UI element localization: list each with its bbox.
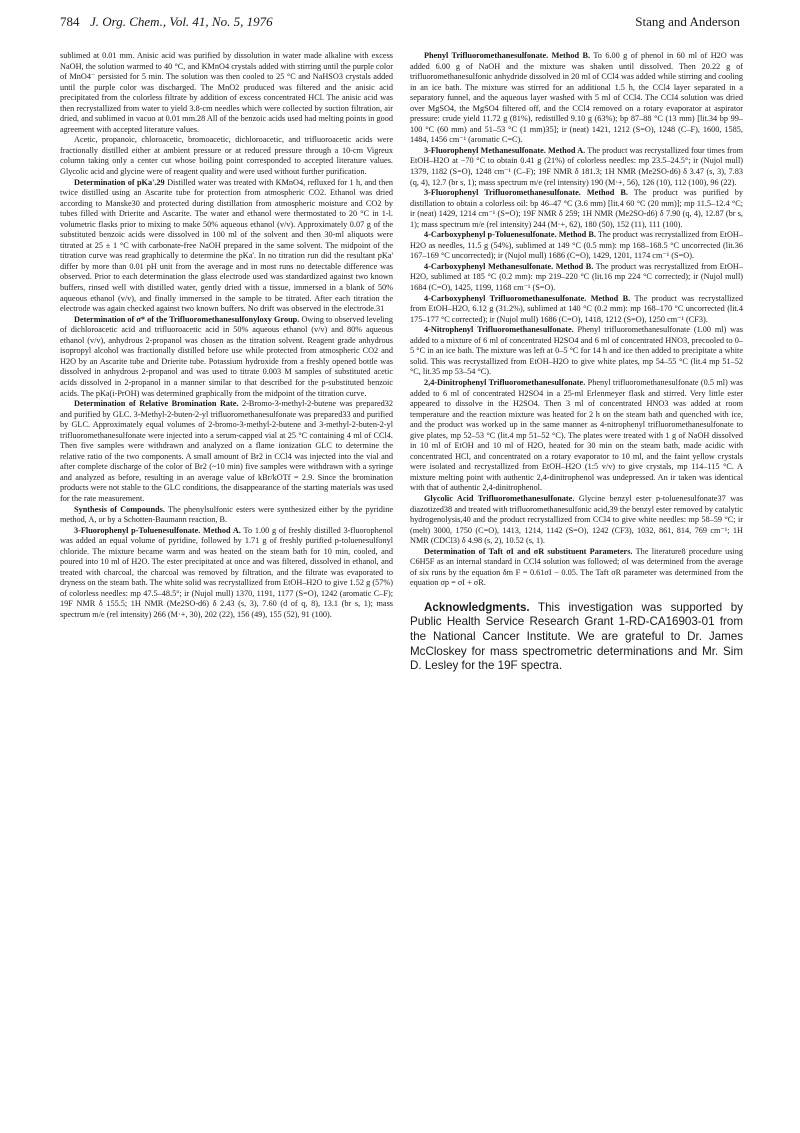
paragraph: [410, 494, 743, 547]
paragraph-heading: Determination of σ* of the Trifluoromethanesulfonyloxy Group.: [74, 314, 300, 324]
paragraph: [60, 505, 393, 526]
paragraph-heading: 3-Fluorophenyl Methanesulfonate. Method A.: [424, 145, 586, 155]
paragraph-text: The phenylsulfonic esters were synthesized either by the pyridine method, A, or by a Schotten-Baumann reaction, B.: [60, 504, 393, 525]
paragraph: [410, 51, 743, 146]
paragraph-heading: Determination of Relative Bromination Rate.: [74, 399, 239, 409]
paragraph-heading: 4-Carboxyphenyl Methanesulfonate. Method B.: [424, 261, 594, 271]
paragraph-text: Distilled water was treated with KMnO4, refluxed for 1 h, and then twice distilled using an Ascarite tube for protection from atmospheric CO2. Ethanol was dried according to Manske30 and protected during distillation from atmospheric moisture and CO2 by tubes filled with Drierite and Ascarite. The water and ethanol were thermostated to 20 °C in 1-l. volumetric flasks prior to mixing to make 50% aqueous ethanol (v/v). Approximately 0.07 g of the substituted benzoic acids were dissolved in 100 ml of the solvent and then 30-ml aliquots were titrated at 25 ± 1 °C with carbonate-free NaOH prepared in the same solvent. The midpoint of the titration curve was read graphically to determine the pKa'. In no titration run did the resultant pKa' differ by more than 0.01 pH unit from the average and in most runs no detectable difference was observed. Prior to each determination the glass electrode used was standardized against two known buffers, rinsed well with distilled water, gently dried with a tissue, immersed in a blank of 50% aqueous ethanol (v/v), and finally immersed in the sample to be titrated. After each titration the electrode was again checked against two known buffers. No drift was observed in the electrode.31: [60, 177, 394, 314]
paragraph: [60, 135, 393, 177]
paragraph-text: The product was recrystallized from EtOH–H2O as needles, 11.5 g (54%), sublimed at 149 °C (0.5 mm): mp 168–168.5 °C uncorrected (lit.36 167–169 °C uncorrected); ir (Nujol mull) 1686 (C=O), 1429, 1201, 1174 cm⁻¹ (S=O).: [410, 230, 744, 261]
paragraph-text: The product was recrystallized four times from EtOH–H2O at −70 °C to obtain 0.41 g (21%) of colorless needles: mp 23.5–24.5°; ir (Nujol mull) 1379, 1182 (S=O), 1248 cm⁻¹ (C–F); 19F NMR δ 181.3; 1H NMR (Me2SO-d6) δ 3.47 (s, 3), 7.83 (q, 4), 12.7 (br s, 1); mass spectrum m/e (rel intensity) 190 (M·+, 56), 126 (10), 112 (100), 96 (22).: [410, 145, 743, 187]
paragraph-heading: 4-Carboxyphenyl Trifluoromethanesulfonate. Method B.: [424, 293, 631, 303]
paragraph-heading: Determination of pKa'.29: [74, 177, 165, 187]
paragraph: [60, 399, 393, 504]
paragraph: [410, 547, 743, 589]
acknowledgments-heading: Acknowledgments.: [424, 600, 530, 614]
paragraph-text: 2-Bromo-3-methyl-2-butene was prepared32 and purified by GLC. 3-Methyl-2-buten-2-yl trifluoromethanesulfonate was prepared33 and purified by GLC. Approximately equal volumes of 2-bromo-3-methyl-2-butene and 3-methyl-2-buten-2-yl trifluoromethanesulfonate were injected into a serum-capped vial at 25 °C containing 4 ml of CCl4. Then five samples were withdrawn and analyzed on a flame ionization GLC to determine the relative ratio of the two components. A small amount of Br2 in CCl4 was injected into the vial and after complete discharge of the color of Br2 (~10 min) five samples were withdrawn with a syringe and analyzed as before, resulting in an average value of kBr/kOTf = 2.9. Since the bromination products were not stable to the GLC conditions, the disappearance of the starting materials was used for the rate measurement.: [60, 399, 393, 503]
paragraph: [60, 51, 393, 135]
page-header: [60, 14, 740, 34]
paragraph: [60, 178, 393, 315]
paragraph-heading: 4-Carboxyphenyl p-Toluenesulfonate. Method B.: [424, 230, 596, 240]
paragraph-text: Phenyl trifluoromethanesulfonate (1.00 ml) was added to a mixture of 6 ml of concentrated H2SO4 and 6 ml of concentrated HNO3, precooled to 0–5 °C in an ice bath. The mixture was left at 0–5 °C for 14 h and ice then added to precipitate a white solid. This was recrystallized from EtOH–H2O to give white plates, mp 54–55 °C (lit.4 mp 51–52 °C, lit.35 mp 53–54 °C).: [410, 325, 743, 377]
paragraph: [410, 262, 743, 294]
paragraph: [410, 294, 743, 326]
acknowledgments-text: This investigation was supported by Public Health Service Research Grant 1-RD-CA16903-01 from the National Cancer Institute. We are grateful to Dr. James McCloskey for mass spectrometric determinations and Mr. Sim D. Lesley for the 19F spectra.: [410, 600, 743, 673]
paragraph-heading: Glycolic Acid Trifluoromethanesulfonate.: [424, 493, 575, 503]
journal-citation: J. Org. Chem., Vol. 41, No. 5, 1976: [90, 14, 273, 29]
paragraph-text: The product was purified by distillation to obtain a colorless oil: bp 46–47 °C (3.6 mm) [lit.4 60 °C (20 mm)]; mp 11.5–12.4 °C; ir (neat) 1429, 1214 cm⁻¹ (S=O); 19F NMR δ 259; 1H NMR (Me2SO-d6) δ 7.90 (q, 4), 12.87 (br s, 1); mass spectrum m/e (rel intensity) 244 (M·+, 62), 180 (50), 152 (11), 111 (100).: [410, 188, 743, 229]
paragraph-heading: 3-Fluorophenyl Trifluoromethanesulfonate. Method B.: [424, 188, 628, 198]
paragraph: [60, 315, 393, 399]
paragraph-heading: 3-Fluorophenyl p-Toluenesulfonate. Method A.: [74, 525, 241, 535]
paragraph-text: The product was recrystallized from EtOH–H2O, 6.12 g (31.2%), sublimed at 140 °C (0.2 mm): mp 168–170 °C uncorrected (lit.4 175–177 °C corrected); ir (Nujol mull) 1686 (C=O), 1418, 1212 (S=O), 1250 cm⁻¹ (CF3).: [410, 293, 743, 324]
paragraph: [410, 146, 743, 188]
paragraph: [410, 230, 743, 262]
paragraph-text: Phenyl trifluoromethanesulfonate (0.5 ml) was added to 6 ml of concentrated H2SO4 in a 25-ml Erlenmeyer flask and stirred. Very little ester appeared to dissolve in the H2SO4. Then 3 ml of concentrated HNO3 was added at room temperature and the reaction mixture was heated for 2 h on the steam bath and quenched with ice, and the product was worked up in the same manner as 4-nitrophenyl trifluoromethanesulfonate to give plates, mp 52–53 °C (lit.4 mp 51–52 °C). The plates were treated with 1 g of NaOH dissolved in 10 ml of EtOH and 10 ml of H2O, heated for 30 min on the steam bath, made acidic with concentrated HCl, and concentrated on a rotary evaporator to 10 ml, and the faint yellow crystals were isolated and recrystallized from EtOH–H2O (1:5 v/v) to give crystals, mp 114–115 °C. A mixture melting point with authentic 2,4-dinitrophenol was undepressed. An ir taken was identical with that of authentic 2,4-dinitrophenol.: [410, 377, 743, 493]
paragraph-text: To 6.00 g of phenol in 60 ml of H2O was added 6.00 g of NaOH and the mixture was shaken until dissolved. Then 20.22 g of trifluoromethanesulfonic anhydride dissolved in 20 ml of CCl4 was added while stirring and cooling in an ice bath. The mixture was stirred for an additional 1.5 h, the CCl4 layer separated in a separatory funnel, and the aqueous layer washed with 5 ml of CCl4. The CCl4 solution was dried over MgSO4, the MgSO4 filtered off, and the CCl4 removed on a rotary evaporator at aspirator pressure: crude yield 11.72 g (81%), redistilled 9.10 g (63%); bp 87–88 °C (13 mm) [lit.34 bp 99–100 °C (60 mm) and 51–53 °C (1 mm)35]; ir (neat) 1421, 1212 (S=O), 1248 (C–F), 1600, 1585, 1484, 1456 cm⁻¹ (aromatic C=C).: [410, 51, 743, 145]
page-number: 784: [60, 14, 80, 29]
running-authors: Stang and Anderson: [635, 14, 740, 29]
paragraph-heading: Synthesis of Compounds.: [74, 504, 165, 514]
paragraph: [410, 325, 743, 378]
right-column: [410, 51, 743, 674]
left-column: [60, 51, 393, 621]
paragraph-heading: Phenyl Trifluoromethanesulfonate. Method B.: [424, 51, 591, 60]
paragraph: [410, 188, 743, 230]
paragraph-heading: 2,4-Dinitrophenyl Trifluoromethanesulfonate.: [424, 377, 586, 387]
paragraph-heading: Determination of Taft σI and σR substituent Parameters.: [424, 546, 633, 556]
paragraph-text: To 1.00 g of freshly distilled 3-fluorophenol was added an equal volume of pyridine, followed by 1.71 g of freshly purified p-toluenesulfonyl chloride. The mixture became warm and was heated on the steam bath for 10 min, cooled, and poured into 10 ml of H2O. The ester precipitated at once and was filtered, dissolved in ethanol, and treated with charcoal, the charcoal was removed by filtration, and the filtrate was evaporated to dryness on the steam bath. The white solid was recrystallized from EtOH–H2O to give 1.52 g (57%) of colorless needles: mp 47.5–48.5°; ir (Nujol mull) 1370, 1191, 1177 (S=O), 1242 (aromatic C–F); 19F NMR δ 155.5; 1H NMR (Me2SO-d6) δ 2.43 (s, 3), 7.60 (d of q, 8), 13.1 (br s, 1); mass spectrum m/e (rel intensity) 266 (M·+, 30), 202 (22), 156 (49), 155 (52), 91 (100).: [60, 525, 393, 619]
paragraph: [60, 526, 393, 621]
acknowledgments: [410, 601, 743, 674]
paragraph-text: Glycine benzyl ester p-toluenesulfonate37 was diazotized38 and treated with trifluoromethanesulfonic acid,39 the benzyl ester removed by catalytic hydrogenolysis,40 and the product recrystallized from CCl4 to give white needles: mp 58–59 °C; ir (melt) 3000, 1750 (C=O), 1413, 1214, 1142 (S=O), 1242 (CF3), 1032, 861, 814, 769 cm⁻¹; 1H NMR (CDCl3) δ 4.98 (s, 2), 10.52 (s, 1).: [410, 493, 744, 546]
paragraph: [410, 378, 743, 494]
paragraph-text: Owing to observed leveling of dichloroacetic acid and trifluoroacetic acid in 50% aqueous ethanol (v/v) and 80% aqueous ethanol (v/v), anhydrous 2-propanol was chosen as the titration solvent. Reagent grade anhydrous isopropyl alcohol was fractionally distilled before use while protected from atmospheric CO2 and H2O by an Ascarite tube and Drierite tube. Potassium hydroxide from a freshly opened bottle was dissolved in anhydrous 2-propanol and was used to titrate 0.003 M samples of substituted acetic acids dissolved in 2-propanol in a manner similar to that described for the p-substituted benzoic acids. The pKa(i-PrOH) was determined graphically from the midpoint of the titration curve.: [60, 314, 394, 398]
paragraph-heading: 4-Nitrophenyl Trifluoromethanesulfonate.: [424, 325, 574, 335]
paragraph-text: The literature8 procedure using C6H5F as an internal standard in CCl4 solution was followed; σI was determined from the average of six runs by the equation δm F = 0.61σI − 0.05. The Taft σR parameter was determined from the equation σp = σI + σR.: [410, 546, 743, 588]
paragraph-text: Acetic, propanoic, chloroacetic, bromoacetic, dichloroacetic, and trifluoroacetic acids were fractionally distilled either at ambient pressure or at reduced pressure through a 10-cm Vigreux column taking only a center cut whose boiling point corresponded to accepted literature values. Glycolic acid and glycine were of reagent quality and were used without further purification.: [60, 135, 393, 177]
paragraph-text: The product was recrystallized from EtOH–H2O, sublimed at 185 °C (0.2 mm): mp 219–220 °C (lit.16 mp 224 °C corrected); ir (Nujol mull) 1684 (C=O), 1425, 1199, 1168 cm⁻¹ (S=O).: [410, 261, 743, 293]
paragraph-text: sublimed at 0.01 mm. Anisic acid was purified by dissolution in water made alkaline with excess NaOH, the solution warmed to 40 °C, and KMnO4 crystals added with stirring until the purple color of MnO4⁻ persisted for 5 min. The solution was then cooled to 25 °C and NaHSO3 crystals added until the purple color was discharged. The MnO2 produced was filtered and the anisic acid precipitated from the colorless filtrate by addition of excess concentrated HCl. The anisic acid was then recrystallized from water to yield 3.8-cm needles which were collected by suction filtration, air dried, and sublimed in vacuo at 0.01 mm.28 All of the benzoic acids used had melting points in good agreement with accepted literature values.: [60, 51, 393, 134]
